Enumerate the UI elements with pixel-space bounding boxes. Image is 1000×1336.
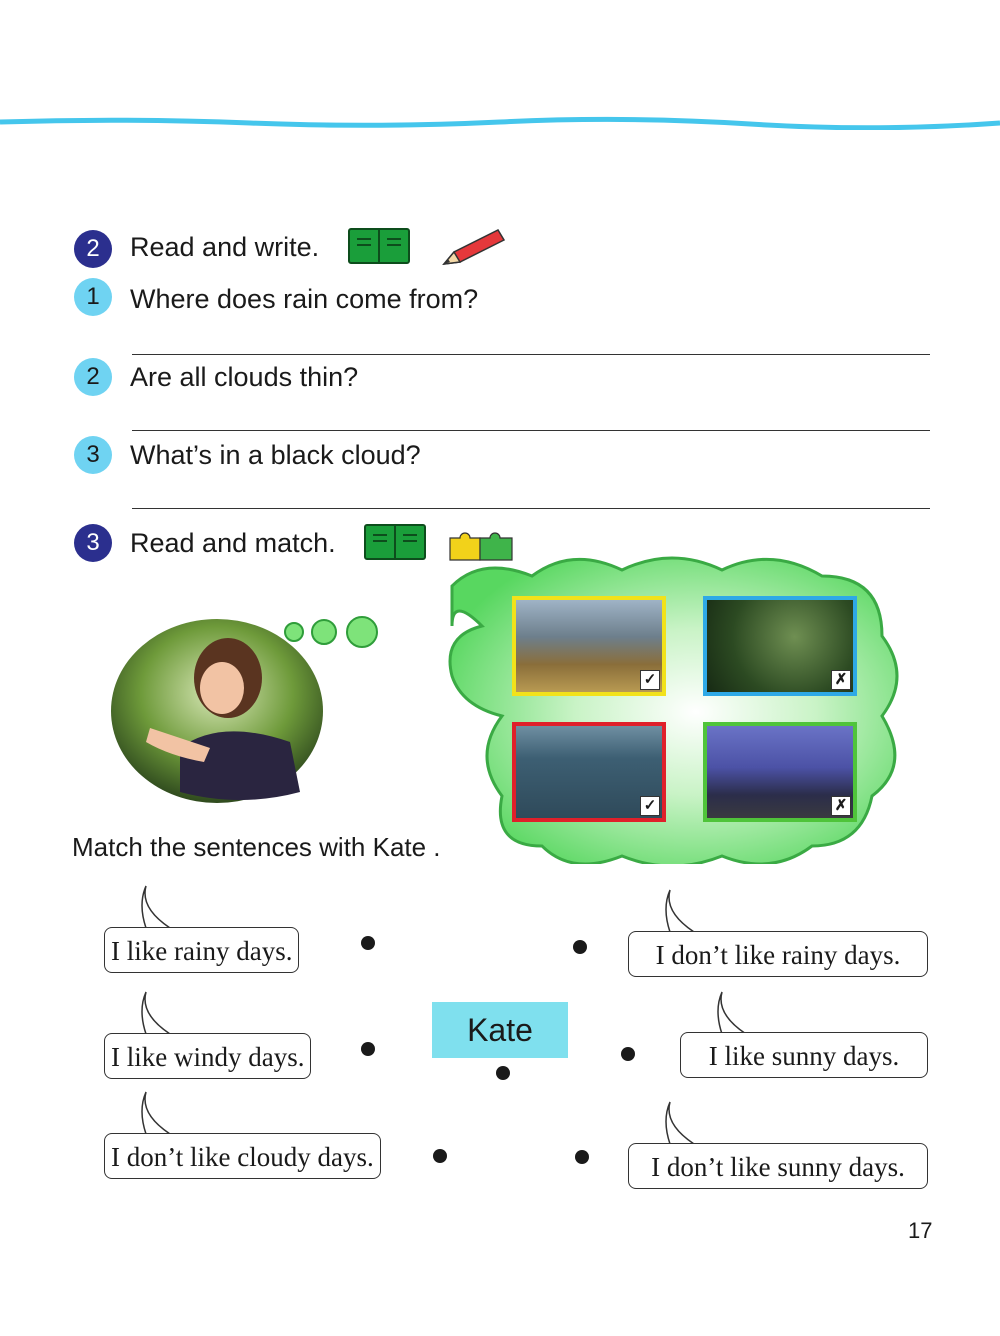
cross-mark: ✗ [831, 670, 851, 690]
match-dot-right-1[interactable] [573, 940, 587, 954]
left-sentence-2[interactable]: I like windy days. [104, 1033, 311, 1079]
top-decorative-line [0, 114, 1000, 130]
bubble-tail [136, 990, 176, 1034]
bubble-tail [136, 884, 176, 928]
question-1-number: 1 [74, 278, 112, 316]
question-1-text: Where does rain come from? [130, 284, 479, 314]
check-mark: ✓ [640, 670, 660, 690]
answer-line-2[interactable] [132, 430, 930, 431]
answer-line-3[interactable] [132, 508, 930, 509]
kate-label: Kate [432, 1002, 568, 1058]
match-dot-left-2[interactable] [361, 1042, 375, 1056]
left-sentence-3[interactable]: I don’t like cloudy days. [104, 1133, 381, 1179]
left-sentence-1[interactable]: I like rainy days. [104, 927, 299, 973]
match-dot-left-3[interactable] [433, 1149, 447, 1163]
match-dot-right-3[interactable] [575, 1150, 589, 1164]
photo-rainy [703, 596, 857, 696]
answer-line-1[interactable] [132, 354, 930, 355]
bubble-tail [660, 888, 700, 932]
book-icon [348, 228, 410, 264]
question-3-number: 3 [74, 436, 112, 474]
section-2-number: 2 [74, 230, 112, 268]
right-sentence-3[interactable]: I don’t like sunny days. [628, 1143, 928, 1189]
match-dot-left-1[interactable] [361, 936, 375, 950]
question-2-number: 2 [74, 358, 112, 396]
photo-windy [512, 596, 666, 696]
bubble-tail [660, 1100, 700, 1144]
section-3-title: Read and match. [130, 528, 336, 558]
thought-dots [282, 616, 386, 648]
question-3-text: What’s in a black cloud? [130, 440, 421, 470]
check-mark: ✓ [640, 796, 660, 816]
section-2-title: Read and write. [130, 232, 320, 262]
right-sentence-2[interactable]: I like sunny days. [680, 1032, 928, 1078]
photo-cloudy [512, 722, 666, 822]
match-dot-kate[interactable] [496, 1066, 510, 1080]
match-dot-right-2[interactable] [621, 1047, 635, 1061]
match-instruction: Match the sentences with Kate . [72, 832, 441, 862]
page-number: 17 [908, 1218, 933, 1243]
bubble-tail [712, 990, 752, 1034]
photo-sunset-city [703, 722, 857, 822]
cross-mark: ✗ [831, 796, 851, 816]
section-3-number: 3 [74, 524, 112, 562]
bubble-tail [136, 1090, 176, 1134]
question-2-text: Are all clouds thin? [130, 362, 359, 392]
pencil-icon [440, 226, 508, 268]
right-sentence-1[interactable]: I don’t like rainy days. [628, 931, 928, 977]
